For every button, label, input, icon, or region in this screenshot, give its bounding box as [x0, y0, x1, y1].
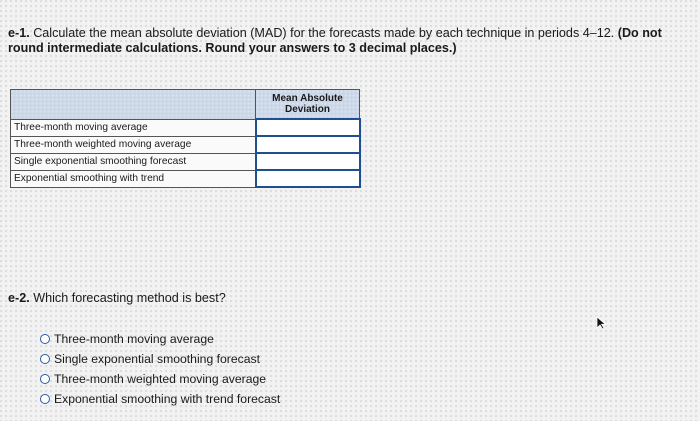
radio-button-icon[interactable]: [40, 394, 50, 404]
radio-button-icon[interactable]: [40, 334, 50, 344]
mad-input-cell: [256, 119, 360, 136]
mad-input-cell: [256, 170, 360, 187]
question-e1-text: Calculate the mean absolute deviation (MAD) for the forecasts made by each technique in periods 4–12.: [29, 26, 618, 40]
mad-input-cell: [256, 136, 360, 153]
question-e1-number: e-1.: [8, 26, 30, 40]
option-single-exponential-smoothing[interactable]: [40, 349, 280, 369]
option-three-month-moving-average[interactable]: [40, 329, 280, 349]
mad-table-column-header: Mean Absolute Deviation: [256, 90, 360, 120]
mad-input-three-month-moving-average[interactable]: [257, 121, 359, 134]
question-e2-number: e-2.: [8, 291, 30, 305]
mad-input-cell: [256, 153, 360, 170]
table-row: [11, 170, 360, 187]
radio-button-icon[interactable]: [40, 354, 50, 364]
mad-table: [10, 89, 361, 188]
row-label: Three-month moving average: [11, 119, 256, 136]
option-label: Single exponential smoothing forecast: [54, 352, 260, 366]
option-label: Exponential smoothing with trend forecast: [54, 392, 281, 406]
question-e1: [8, 26, 688, 56]
mad-input-single-exponential-smoothing[interactable]: [257, 155, 359, 168]
option-three-month-weighted-moving-average[interactable]: [40, 369, 280, 389]
question-e2: [8, 291, 226, 305]
row-label: Single exponential smoothing forecast: [11, 153, 256, 170]
table-row: [11, 119, 360, 136]
method-options: [40, 329, 280, 409]
mad-table-header-blank: [11, 90, 256, 120]
option-label: Three-month weighted moving average: [54, 372, 267, 386]
mad-table-header-row: [11, 90, 360, 120]
row-label: Exponential smoothing with trend: [11, 170, 256, 187]
radio-button-icon[interactable]: [40, 374, 50, 384]
row-label: Three-month weighted moving average: [11, 136, 256, 153]
mad-input-exponential-smoothing-with-trend[interactable]: [257, 172, 359, 185]
option-exponential-smoothing-with-trend[interactable]: [40, 389, 280, 409]
mad-input-three-month-weighted-moving-average[interactable]: [257, 138, 359, 151]
table-row: [11, 136, 360, 153]
question-e2-text: Which forecasting method is best?: [29, 291, 226, 305]
option-label: Three-month moving average: [54, 332, 214, 346]
question-e1-instruction: (Do not round intermediate calculations. Round your answers to 3 decimal places.): [8, 26, 662, 55]
table-row: [11, 153, 360, 170]
